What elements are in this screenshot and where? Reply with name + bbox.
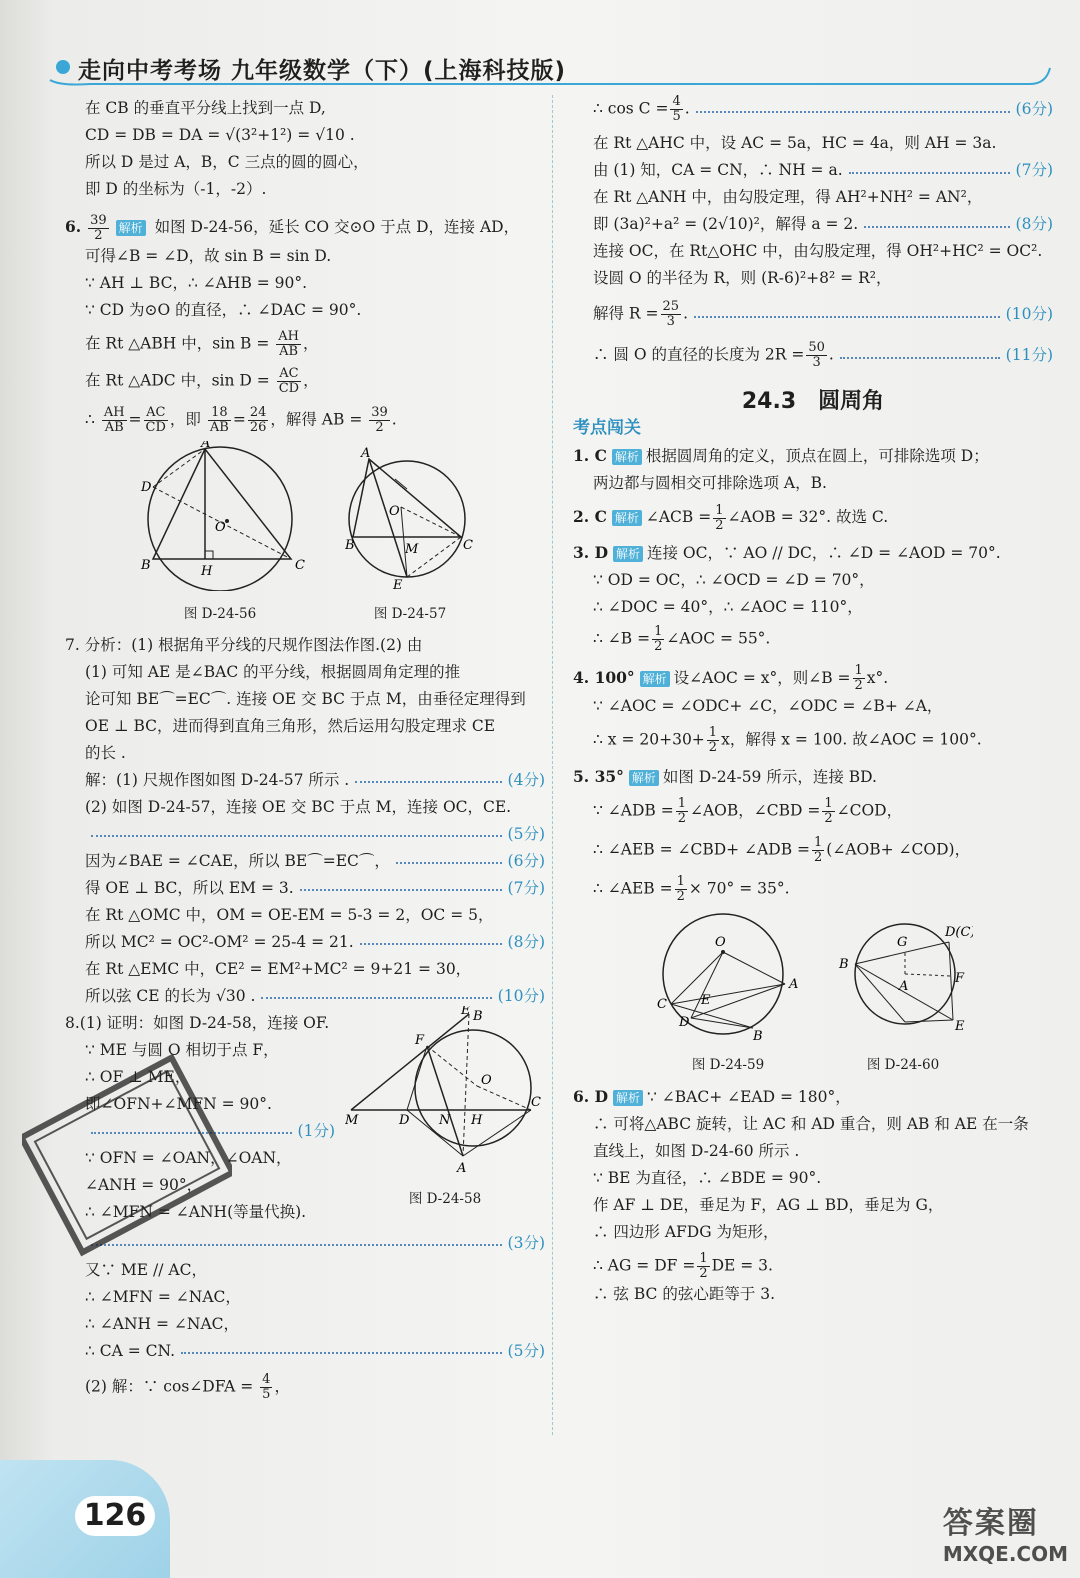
text-line: 7. 分析：(1) 根据角平分线的尺规作图法作图.(2) 由 [65, 635, 423, 654]
question-number: 6. [65, 217, 82, 236]
analysis-tag: 解析 [629, 770, 659, 786]
circle-diagram-56 [135, 441, 305, 591]
formula-line: 在 Rt △ADC 中，sin D = $\frac{AC}{CD}$ ， [85, 365, 319, 396]
text-line: ∴ ∠MFN = ∠ANH(等量代换). [85, 1202, 307, 1221]
page-header-title: 走向中考考场 九年级数学（下）(上海科技版) [78, 58, 567, 84]
text-line: 在 Rt △AHC 中，设 AC = 5a，HC = 4a，则 AH = 3a. [593, 134, 997, 152]
answer-5: 5. 35° 解析 如图 D-24-59 所示，连接 BD. [573, 767, 877, 786]
scored-line: ∴ CA = CN. (5分) [85, 1341, 545, 1360]
text-line: 设圆 O 的半径为 R，则 (R-6)²+8² = R²， [593, 269, 892, 287]
svg-text:A: A [457, 1160, 467, 1176]
text-line: ∵ ∠AOC = ∠ODC+ ∠C，∠ODC = ∠B+ ∠A， [593, 697, 943, 715]
text-line: ∴ 四边形 AFDG 为矩形， [593, 1223, 779, 1241]
text-line: 如图 D-24-56，延长 CO 交⊙O 于点 D，连接 AD， [154, 218, 520, 236]
figures-59-60 [573, 912, 1053, 1079]
text-line: 连接 OC，在 Rt△OHC 中，由勾股定理，得 OH²+HC² = OC². [593, 242, 1043, 260]
svg-text:B: B [839, 957, 849, 972]
text-line: 又∵ ME // AC， [85, 1260, 207, 1279]
formula-line: ∴ ∠B = $\frac{1}{2}$ ∠AOC = 55°. [593, 623, 771, 654]
svg-text:H: H [201, 563, 213, 579]
figure-d-24-58 [345, 1006, 545, 1213]
scored-line: 解：(1) 尺规作图如图 D-24-57 所示 . (4分) [85, 770, 545, 789]
answer-3: 3. D 解析 连接 OC，∵ AO // DC，∴ ∠D = ∠AOD = 70°. [573, 542, 1001, 562]
formula-line: 在 Rt △ABH 中，sin B = $\frac{AH}{AB}$ ， [85, 328, 319, 359]
svg-text:A: A [899, 979, 909, 994]
text-line: 作 AF ⊥ DE，垂足为 F，AG ⊥ BD，垂足为 G， [593, 1196, 944, 1214]
text-line: 在 Rt △OMC 中，OM = OE-EM = 5-3 = 2，OC = 5， [85, 905, 494, 924]
svg-text:C: C [295, 557, 305, 573]
svg-text:B: B [753, 1029, 763, 1042]
fraction: $\frac{AC}{CD}$ [278, 365, 300, 396]
text-line: 可得∠B = ∠D，故 sin B = sin D. [85, 246, 332, 265]
svg-text:G: G [897, 935, 908, 950]
text-line: ∵ OFN = ∠OAN，∠OAN， [85, 1148, 292, 1167]
text-line: 直线上，如图 D-24-60 所示 . [593, 1142, 800, 1160]
svg-text:H: H [471, 1112, 483, 1128]
svg-text:O: O [481, 1072, 492, 1088]
svg-text:C: C [657, 997, 667, 1012]
svg-text:F: F [955, 971, 965, 986]
formula-line: ∴ AG = DF = $\frac{1}{2}$ DE = 3. [593, 1251, 773, 1281]
scored-line: 得 OE ⊥ BC，所以 EM = 3. (7分) [85, 878, 545, 897]
svg-text:E: E [393, 577, 403, 591]
analysis-tag: 解析 [640, 671, 670, 687]
text-line: OE ⊥ BC，进而得到直角三角形，然后运用勾股定理求 CE [85, 716, 496, 735]
figure-d-24-56 [135, 441, 305, 628]
answer-2: 2. C 解析 ∠ACB = $\frac{1}{2}$ ∠AOB = 32°. 故选 C. [573, 502, 889, 533]
left-column [65, 95, 545, 1402]
svg-text:O: O [389, 503, 400, 519]
right-column [573, 95, 1053, 1308]
svg-text:E: E [955, 1019, 965, 1034]
scored-line: 解得 R = $\frac{25}{3}$ . (10分) [593, 299, 1053, 329]
svg-text:N: N [439, 1112, 451, 1128]
question-8-text [65, 1010, 335, 1226]
watermark-logo-text: 答案圈 [942, 1506, 1039, 1541]
svg-text:E: E [461, 1005, 471, 1018]
watermark [943, 1498, 1068, 1566]
page-number: 126 [75, 1496, 155, 1536]
scored-line: 所以 MC² = OC²-OM² = 25-4 = 21. (8分) [85, 932, 545, 951]
text-line: ∴ 弦 BC 的弦心距等于 3. [593, 1285, 776, 1303]
question-6 [65, 213, 545, 243]
svg-text:A: A [789, 977, 799, 992]
text-line: ∴ ∠DOC = 40°，∴ ∠AOC = 110°， [593, 597, 863, 616]
svg-text:C: C [531, 1094, 541, 1110]
scored-line: (3分) [65, 1230, 545, 1257]
scored-line: 由 (1) 知，CA = CN，∴ NH = a. (7分) [593, 161, 1053, 179]
text-line: 的长 . [85, 743, 126, 762]
text-line: ∴ OF ⊥ ME， [85, 1067, 191, 1086]
watermark-url: MXQE.COM [942, 1542, 1068, 1566]
svg-text:A: A [361, 445, 371, 461]
answer-1: 1. C 解析 根据圆周角的定义，顶点在圆上，可排除选项 D； [573, 446, 989, 465]
column-divider [552, 95, 553, 1435]
svg-text:O: O [215, 519, 226, 535]
question-8-block [65, 1005, 545, 1230]
figures-56-57 [65, 441, 545, 628]
circle-diagram-59 [653, 912, 803, 1042]
svg-text:F: F [415, 1032, 425, 1048]
analysis-tag: 解析 [613, 546, 643, 562]
formula-line: ∴ ∠AEB = $\frac{1}{2}$ × 70° = 35°. [593, 874, 790, 904]
scored-line: (1分) [65, 1118, 335, 1145]
figure-caption: 图 D-24-59 [691, 1057, 765, 1073]
section-title: 24.3 圆周角 [741, 389, 885, 414]
text-line: (2) 如图 D-24-57，连接 OE 交 BC 于点 M，连接 OC，CE. [85, 797, 512, 816]
text-line: (1) 可知 AE 是∠BAC 的平分线，根据圆周角定理的推 [85, 662, 461, 681]
figure-caption: 图 D-24-60 [866, 1057, 940, 1073]
text-line: ∠ANH = 90°， [85, 1175, 203, 1194]
circle-diagram-58 [345, 1006, 545, 1176]
text-line: ∵ AH ⊥ BC，∴ ∠AHB = 90°. [85, 273, 308, 292]
circle-diagram-60 [833, 912, 973, 1042]
scored-line: ∴ cos C = $\frac{4}{5}$ . (6分) [593, 94, 1053, 124]
text-line: ∵ ME 与圆 O 相切于点 F， [85, 1040, 279, 1059]
formula-line: ∴ ∠AEB = ∠CBD+ ∠ADB = $\frac{1}{2}$ (∠AOB+ ∠COD)， [593, 835, 971, 865]
scored-line: 即 (3a)²+a² = (2√10)²，解得 a = 2. (8分) [593, 215, 1053, 233]
svg-text:D(C): D(C) [945, 925, 973, 940]
scored-line: 因为∠BAE = ∠CAE，所以 BE⌒=EC⌒， (6分) [85, 851, 545, 870]
figure-d-24-59 [653, 912, 803, 1079]
analysis-tag: 解析 [612, 510, 642, 526]
scored-line: ∴ 圆 O 的直径的长度为 2R = $\frac{50}{3}$ . (11分) [593, 340, 1053, 370]
figure-d-24-57 [345, 441, 475, 628]
figure-caption: 图 D-24-56 [183, 605, 257, 622]
formula-line: (2) 解：∵ cos∠DFA = $\frac{4}{5}$ ， [85, 1371, 290, 1402]
svg-text:D: D [141, 479, 152, 495]
text-line: 两边都与圆相交可排除选项 A，B. [593, 474, 827, 492]
text-line: ∴ 可将△ABC 旋转，让 AC 和 AD 重合，则 AB 和 AE 在一条 [593, 1115, 1029, 1133]
svg-text:D: D [399, 1112, 410, 1128]
circle-diagram-57 [345, 441, 475, 591]
answer-6: 6. D 解析 ∵ ∠BAC+ ∠EAD = 180°， [573, 1087, 851, 1106]
figure-d-24-60 [833, 912, 973, 1079]
svg-text:E: E [701, 993, 711, 1008]
text-line: 8.(1) 证明：如图 D-24-58，连接 OF. [65, 1013, 330, 1032]
formula-line: ∵ ∠ADB = $\frac{1}{2}$ ∠AOB，∠CBD = $\frac{1}{2}$ ∠COD， [593, 796, 903, 826]
svg-text:C: C [463, 537, 473, 553]
header-rule [0, 50, 1080, 86]
text-line: 即 D 的坐标为（-1，-2）. [85, 180, 267, 198]
svg-text:D: D [679, 1015, 690, 1030]
text-line: 即∠OFN+∠MFN = 90°. [85, 1094, 272, 1113]
svg-text:M: M [345, 1112, 359, 1128]
scored-line: 所以弦 CE 的长为 √30 . (10分) [85, 986, 545, 1005]
text-line: 在 CB 的垂直平分线上找到一点 D, [85, 99, 326, 117]
fraction: $\frac{AH}{AB}$ [278, 328, 299, 359]
text-line: 在 Rt △EMC 中，CE² = EM²+MC² = 9+21 = 30， [85, 959, 472, 978]
analysis-tag: 解析 [116, 220, 146, 236]
formula-line: ∴ $\frac{AH}{AB}$ = $\frac{AC}{CD}$ ，即 $\frac{18}{AB}$ = $\frac{24}{26}$ ，解得 AB = $\frac{39}{2}$ . [85, 404, 397, 435]
text-line: ∵ CD 为⊙O 的直径，∴ ∠DAC = 90°. [85, 300, 362, 319]
text-line: ∴ ∠MFN = ∠NAC， [85, 1287, 241, 1306]
answer-4: 4. 100° 解析 设∠AOC = x°，则∠B = $\frac{1}{2}$ x°. [573, 663, 889, 693]
text-line: 论可知 BE⌒=EC⌒. 连接 OE 交 BC 于点 M，由垂径定理得到 [85, 689, 526, 708]
figure-caption: 图 D-24-57 [373, 605, 447, 622]
analysis-tag: 解析 [613, 1090, 643, 1106]
text-line: ∵ OD = OC，∴ ∠OCD = ∠D = 70°， [593, 570, 875, 589]
svg-text:B: B [141, 557, 151, 573]
svg-text:B: B [473, 1008, 483, 1024]
text-line: 在 Rt △ANH 中，由勾股定理，得 AH²+NH² = AN²， [593, 188, 983, 206]
answer-fraction: $\frac{39}{2}$ [90, 212, 107, 243]
scored-line: (5分) [65, 821, 545, 848]
svg-text:B: B [345, 537, 355, 553]
svg-text:A: A [201, 440, 211, 451]
text-line: ∵ BE 为直径，∴ ∠BDE = 90°. [593, 1169, 822, 1187]
svg-text:O: O [715, 935, 726, 950]
analysis-tag: 解析 [612, 449, 642, 465]
section-subtitle: 考点闯关 [573, 418, 641, 438]
formula-line: ∴ x = 20+30+ $\frac{1}{2}$ x，解得 x = 100. 故∠AOC = 100°. [593, 725, 982, 755]
svg-text:M: M [405, 541, 419, 557]
text-line: ∴ ∠ANH = ∠NAC， [85, 1314, 239, 1333]
figure-caption: 图 D-24-58 [408, 1190, 482, 1207]
text-line: 所以 D 是过 A，B，C 三点的圆的圆心， [85, 153, 369, 171]
text-line: CD = DB = DA = √(3²+1²) = √10 . [85, 126, 355, 144]
